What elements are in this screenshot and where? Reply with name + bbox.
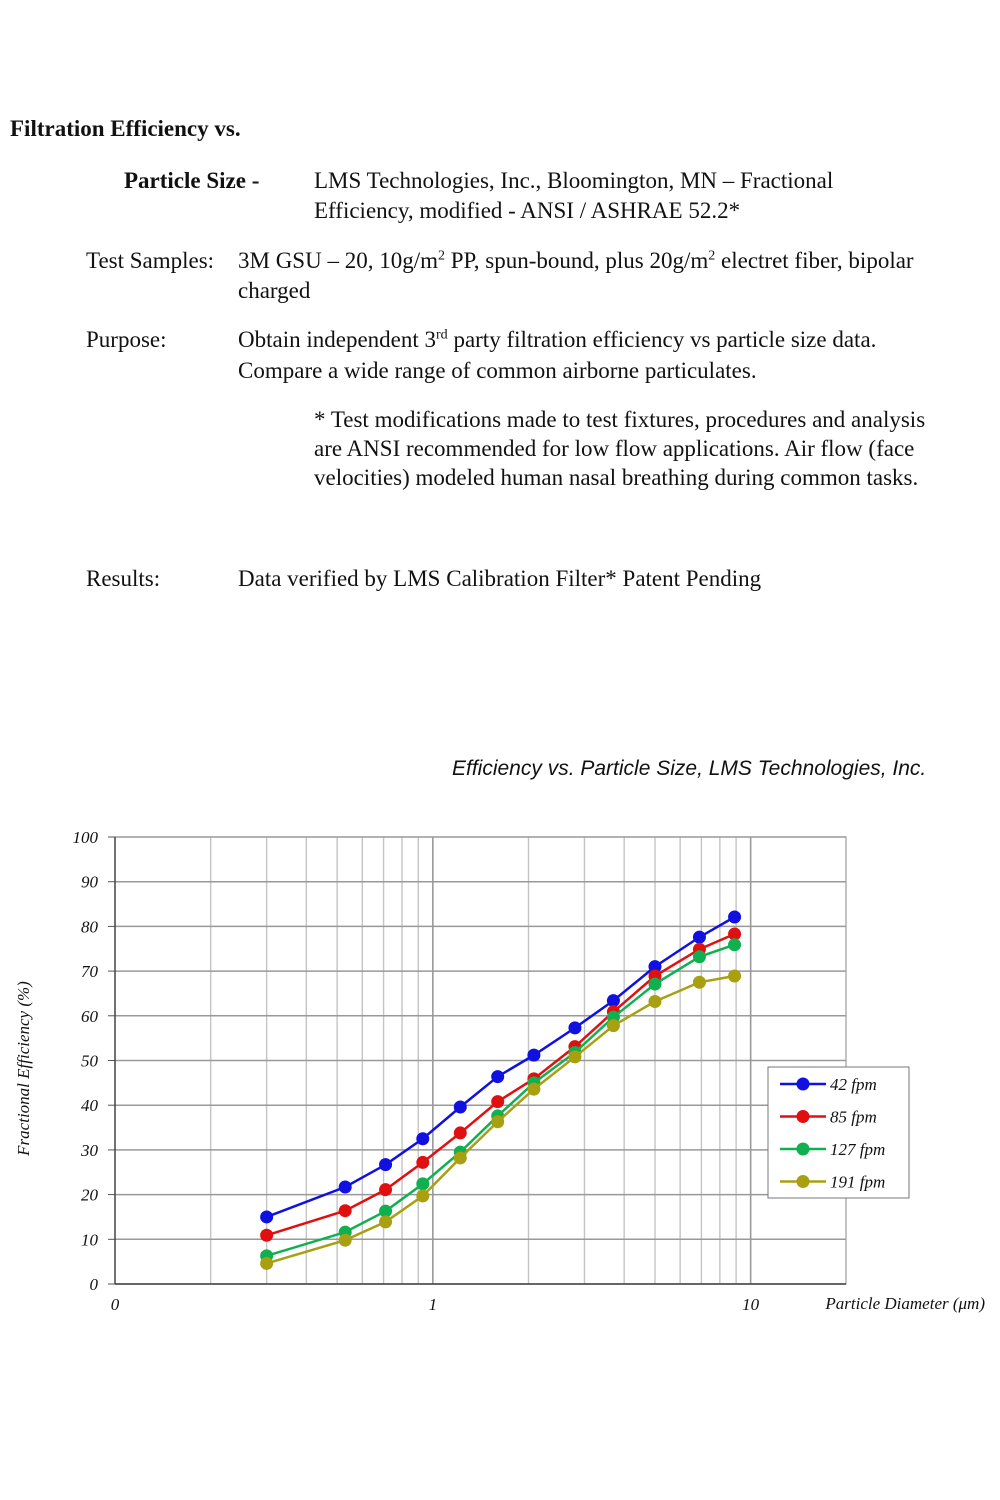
test-samples-sup2: 2 — [708, 248, 716, 264]
chart-caption: Efficiency vs. Particle Size, LMS Technologies, Inc. — [452, 757, 927, 780]
data-point — [379, 1158, 392, 1171]
data-point — [260, 1257, 273, 1270]
y-tick-label: 0 — [89, 1275, 98, 1294]
document-title: Filtration Efficiency vs. — [10, 116, 241, 141]
legend-marker — [797, 1175, 810, 1188]
test-samples-sup1: 2 — [438, 248, 445, 264]
y-tick-label: 80 — [81, 917, 98, 937]
y-tick-label: 40 — [81, 1096, 98, 1116]
purpose-part-b: party filtration efficiency vs particle size data. — [447, 327, 877, 352]
data-point — [454, 1126, 467, 1139]
data-point — [339, 1204, 352, 1217]
data-point — [568, 1050, 581, 1063]
legend-marker — [797, 1078, 810, 1091]
test-samples-part-a: 3M GSU – 20, 10g/m — [238, 248, 438, 273]
purpose-line2: Compare a wide range of common airborne particulates. — [238, 358, 757, 383]
data-point — [260, 1229, 273, 1242]
test-samples-part-b: PP, spun-bound, plus 20g/m — [445, 248, 709, 273]
y-axis-label: Fractional Efficiency (%) — [14, 981, 33, 1156]
y-tick-label: 30 — [81, 1140, 98, 1160]
legend-label: 191 fpm — [830, 1172, 886, 1192]
legend-label: 85 fpm — [830, 1107, 877, 1127]
results-text: Data verified by LMS Calibration Filter* Patent Pending — [238, 566, 762, 591]
data-point — [416, 1189, 429, 1202]
x-axis-label: Particle Diameter (μm) — [825, 1294, 985, 1313]
particle-size-label: Particle Size - — [124, 168, 260, 193]
data-point — [648, 995, 661, 1008]
data-point — [728, 911, 741, 924]
note-line1: * Test modifications made to test fixtures, procedures and analysis — [314, 407, 926, 432]
data-point — [693, 931, 706, 944]
particle-size-line2: Efficiency, modified - ANSI / ASHRAE 52.2* — [314, 198, 741, 223]
note-line3: velocities) modeled human nasal breathing during common tasks. — [314, 465, 919, 490]
purpose-label: Purpose: — [86, 327, 167, 352]
data-point — [416, 1156, 429, 1169]
test-samples-line1 — [238, 246, 914, 276]
legend-marker — [797, 1143, 810, 1156]
data-point — [491, 1095, 504, 1108]
y-tick-label: 60 — [81, 1006, 98, 1026]
purpose-sup: rd — [436, 327, 448, 343]
data-point — [339, 1234, 352, 1247]
x-tick-label: 1 — [428, 1295, 438, 1314]
data-point — [527, 1083, 540, 1096]
data-point — [339, 1181, 352, 1194]
y-tick-label: 10 — [81, 1230, 98, 1250]
test-samples-line2: charged — [238, 278, 311, 303]
y-tick-label: 70 — [81, 962, 98, 982]
data-point — [454, 1151, 467, 1164]
purpose-line1 — [238, 325, 876, 355]
data-point — [491, 1070, 504, 1083]
data-point — [454, 1100, 467, 1113]
legend-label: 127 fpm — [830, 1140, 886, 1159]
test-samples-part-c: electret fiber, bipolar — [715, 248, 914, 273]
data-point — [379, 1183, 392, 1196]
y-tick-label: 100 — [72, 828, 98, 847]
y-tick-label: 50 — [81, 1051, 98, 1071]
results-label: Results: — [86, 566, 161, 591]
data-point — [416, 1177, 429, 1190]
data-point — [693, 976, 706, 989]
data-point — [416, 1132, 429, 1145]
data-point — [527, 1049, 540, 1062]
data-point — [693, 950, 706, 963]
data-point — [728, 970, 741, 983]
data-point — [491, 1115, 504, 1128]
y-tick-label: 20 — [81, 1185, 98, 1205]
legend-label: 42 fpm — [830, 1075, 877, 1094]
data-point — [607, 1019, 620, 1032]
data-point — [607, 994, 620, 1007]
particle-size-line1: LMS Technologies, Inc., Bloomington, MN – Fractional — [314, 168, 834, 193]
x-tick-label: 0 — [110, 1295, 120, 1314]
data-point — [568, 1021, 581, 1034]
purpose-part-a: Obtain independent 3 — [238, 327, 437, 352]
data-point — [648, 978, 661, 991]
note-line2: are ANSI recommended for low flow applications. Air flow (face — [314, 436, 915, 461]
efficiency-chart — [0, 810, 1000, 1330]
legend-marker — [797, 1110, 810, 1123]
test-samples-label: Test Samples: — [86, 248, 215, 273]
data-point — [260, 1210, 273, 1223]
x-tick-label: 10 — [742, 1295, 760, 1314]
y-tick-label: 90 — [81, 872, 98, 892]
data-point — [379, 1215, 392, 1228]
data-point — [728, 938, 741, 951]
